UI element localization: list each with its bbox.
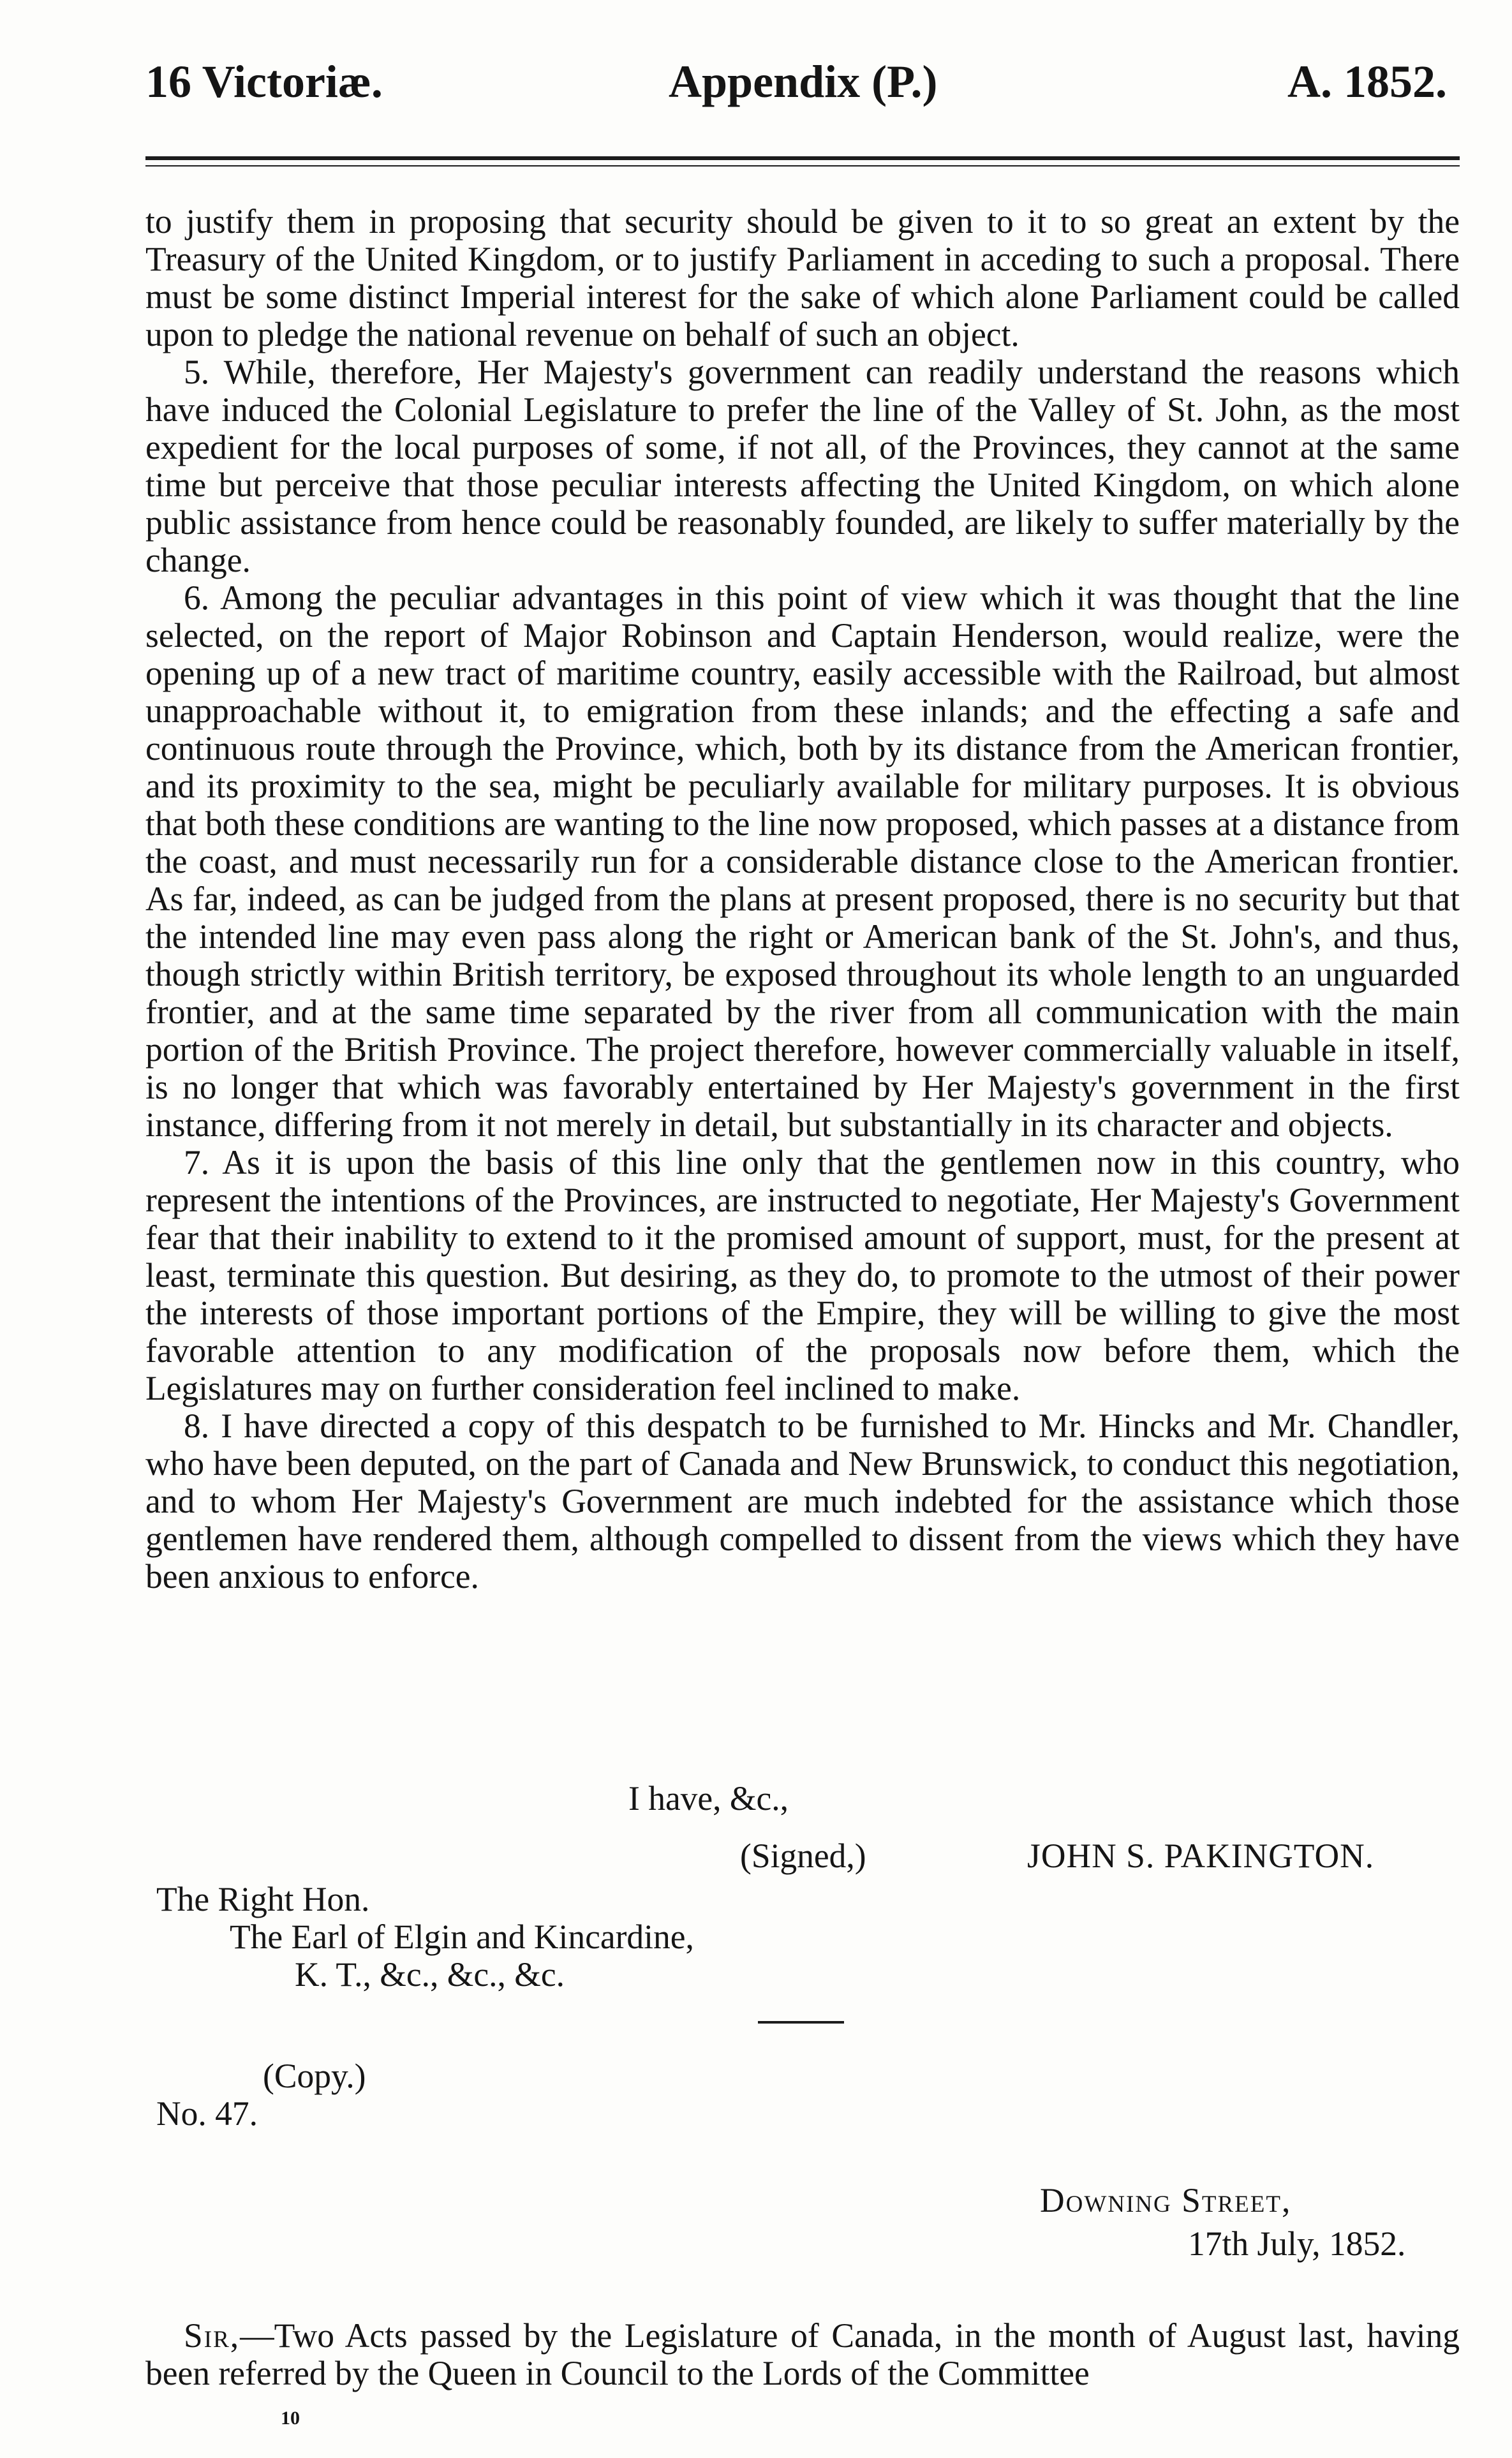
paragraph-continued: to justify them in proposing that security should be given to it to so great an extent by the Treasury of the United Kingdom, or to justify Parliament in acceding to such a proposal. There must be some distinct Imperial interest for the sake of which alone Parliament could be called upon to pledge the national revenue on behalf of such an object.: [145, 202, 1460, 353]
header-rule-thick: [145, 156, 1460, 160]
paragraph-5: 5. While, therefore, Her Majesty's government can readily understand the reasons which have induced the Colonial Legislature to prefer the line of the Valley of St. John, as the most expedient for the local purposes of some, if not all, of the Provinces, they cannot at the same time but perceive that those peculiar interests affecting the United Kingdom, on which alone public assistance from hence could be reasonably founded, are likely to suffer materially by the change.: [145, 353, 1460, 579]
despatch-place: Downing Street,: [1040, 2181, 1292, 2219]
header-year: A. 1852.: [1287, 56, 1447, 107]
addressee-line-3: K. T., &c., &c., &c.: [295, 1955, 565, 1994]
closing-i-have: I have, &c.,: [628, 1779, 789, 1818]
addressee-line-1: The Right Hon.: [156, 1880, 370, 1918]
section-divider: [758, 2021, 844, 2024]
header-rule-thin: [145, 165, 1460, 167]
paragraph-new-despatch: [145, 2317, 1460, 2392]
despatch-number: No. 47.: [156, 2094, 258, 2133]
despatch-date: 17th July, 1852.: [1188, 2225, 1406, 2263]
paragraph-new-despatch-text: —Two Acts passed by the Legislature of Canada, in the month of August last, having been referred by the Queen in Council to the Lords of the Committee: [145, 2316, 1460, 2392]
closing-signed: (Signed,): [740, 1837, 866, 1875]
addressee-line-2: The Earl of Elgin and Kincardine,: [230, 1918, 694, 1956]
header-appendix: Appendix (P.): [669, 56, 938, 107]
body-text: [145, 203, 1460, 1595]
header-session: 16 Victoriæ.: [145, 56, 383, 107]
paragraph-8: 8. I have directed a copy of this despatch to be furnished to Mr. Hincks and Mr. Chandler, who have been deputed, on the part of Canada and New Brunswick, to conduct this negotiation, and to whom Her Majesty's Government are much indebted for the assistance which those gentlemen have rendered them, although compelled to dissent from the views which they have been anxious to enforce.: [145, 1407, 1460, 1595]
running-header: [145, 50, 1460, 126]
signatory-name: JOHN S. PAKINGTON.: [1027, 1837, 1375, 1875]
signature-mark: 10: [281, 2408, 300, 2429]
paragraph-7: 7. As it is upon the basis of this line only that the gentlemen now in this country, who represent the intentions of the Provinces, are instructed to negotiate, Her Majesty's Government fear that their inability to extend to it the promised amount of support, must, for the present at least, terminate this question. But desiring, as they do, to promote to the utmost of their power the interests of those important portions of the Empire, they will be willing to give the most favorable attention to any modification of the proposals now before them, which the Legislatures may on further consideration feel inclined to make.: [145, 1143, 1460, 1407]
salutation: Sir,: [184, 2316, 241, 2355]
copy-label: (Copy.): [263, 2057, 366, 2095]
paragraph-6: 6. Among the peculiar advantages in this point of view which it was thought that the line selected, on the report of Major Robinson and Captain Henderson, would realize, were the opening up of a new tract of maritime country, easily accessible with the Railroad, but almost unapproachable without it, to emigration from these inlands; and the effecting a safe and continuous route through the Province, which, both by its distance from the American frontier, and its proximity to the sea, might be peculiarly available for military purposes. It is obvious that both these conditions are wanting to the line now proposed, which passes at a distance from the coast, and must necessarily run for a considerable distance close to the American frontier. As far, indeed, as can be judged from the plans at present proposed, there is no security but that the intended line may even pass along the right or American bank of the St. John's, and thus, though strictly within British territory, be exposed throughout its whole length to an unguarded frontier, and at the same time separated by the river from all communication with the main portion of the British Province. The project therefore, however commercially valuable in itself, is no longer that which was favorably entertained by Her Majesty's government in the first instance, differing from it not merely in detail, but substantially in its character and objects.: [145, 579, 1460, 1144]
